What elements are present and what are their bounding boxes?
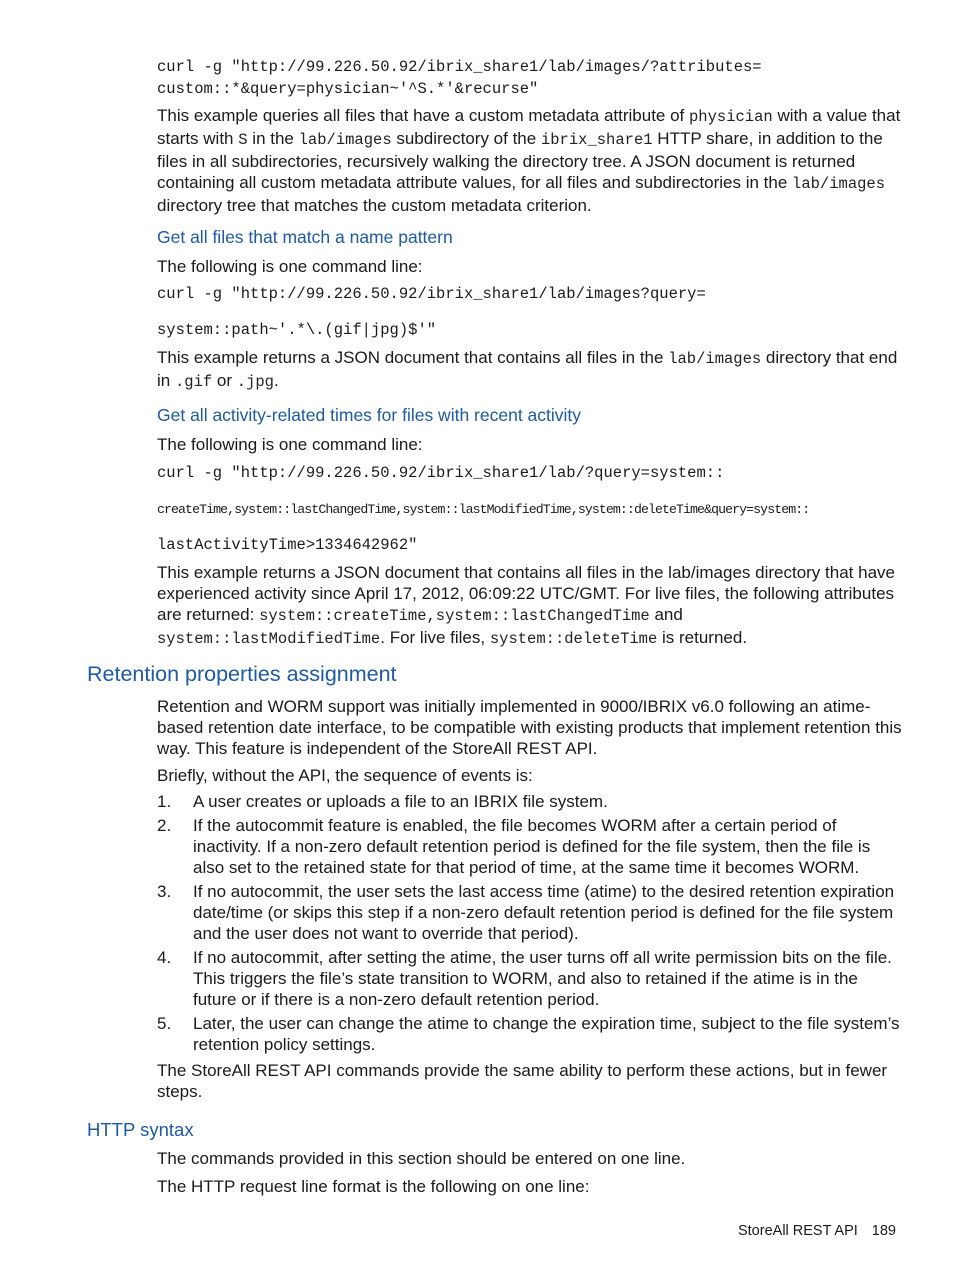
inline-code: system::lastModifiedTime — [157, 630, 381, 648]
list-item-text: If the autocommit feature is enabled, the file becomes WORM after a certain period of inactivity. If a non-zero default retention period is defined for the file system, then the file is also set to the retained state for that period of time, at the same time it becomes WORM. — [193, 816, 871, 877]
text-run: with a value that starts with — [157, 106, 901, 148]
paragraph-attributes-explanation — [157, 105, 902, 216]
inline-code: lab/images — [792, 175, 886, 193]
list-item-text: A user creates or uploads a file to an IBRIX file system. — [193, 792, 608, 811]
text-run: . For live files, — [380, 628, 490, 647]
code-line: curl -g "http://99.226.50.92/ibrix_share1/lab/images?query= — [157, 285, 706, 303]
inline-code: system::createTime,system::lastChangedTime — [259, 607, 650, 625]
inline-code: system::deleteTime — [489, 630, 658, 648]
heading-name-pattern: Get all files that match a name pattern — [157, 227, 453, 247]
heading-retention-properties: Retention properties assignment — [87, 662, 397, 686]
list-number: 3. — [157, 882, 172, 901]
page-number: 189 — [871, 1223, 896, 1239]
inline-code: .jpg — [236, 373, 274, 391]
inline-code: physician — [689, 108, 773, 126]
text-run: directory that end in — [157, 348, 898, 390]
code-line: lastActivityTime>1334642962" — [157, 536, 418, 554]
text-run: This example returns a JSON document that contains all files in the — [157, 348, 669, 367]
code-line: custom::*&query=physician~'^S.*'&recurse" — [157, 80, 539, 98]
paragraph-retention-intro: Retention and WORM support was initially implemented in 9000/IBRIX v6.0 following an atime-based retention date interface, to be compatible with existing products that implement retention this way. This feature is independent of the StoreAll REST API. — [157, 697, 902, 758]
footer-title: StoreAll REST API — [737, 1223, 858, 1239]
text-run: directory tree that matches the custom metadata criterion. — [157, 196, 592, 215]
list-number: 5. — [157, 1014, 172, 1033]
list-item — [157, 815, 902, 878]
list-number: 1. — [157, 792, 172, 811]
text-run: or — [212, 371, 237, 390]
heading-activity-times: Get all activity-related times for files with recent activity — [157, 405, 582, 425]
intro-text: The following is one command line: — [157, 257, 423, 276]
text-run: This example queries all files that have a custom metadata attribute of — [157, 106, 689, 125]
list-item — [157, 881, 902, 944]
intro-text: The following is one command line: — [157, 435, 423, 454]
text-run: in the — [247, 129, 299, 148]
inline-code: ibrix_share1 — [540, 131, 653, 149]
code-line: curl -g "http://99.226.50.92/ibrix_share1/lab/?query=system:: — [157, 464, 725, 482]
text-run: HTTP share, in addition to the files in all subdirectories, recursively walking the directory tree. A JSON document is returned containing all custom metadata attribute values, for all files and subdirectories in the — [157, 129, 883, 192]
list-item-text: Later, the user can change the atime to change the expiration time, subject to the file system’s retention policy settings. — [193, 1014, 900, 1054]
inline-code: S — [238, 131, 248, 149]
code-line: system::path~'.*\.(gif|jpg)$'" — [157, 321, 437, 339]
paragraph-activity-explanation — [157, 562, 902, 650]
page-footer — [738, 1223, 896, 1239]
heading-http-syntax: HTTP syntax — [87, 1119, 194, 1140]
text-run: . — [273, 371, 279, 390]
list-item — [157, 947, 902, 1010]
list-item — [157, 791, 902, 812]
code-line: createTime,system::lastChangedTime,system::lastModifiedTime,system::deleteTime&query=system:: — [157, 502, 810, 517]
list-item-text: If no autocommit, after setting the atime, the user turns off all write permission bits on the file. This triggers the file’s state transition to WORM, and also to retained if the atime is in the future or if there is a non-zero default retention period. — [193, 948, 892, 1009]
text-run: subdirectory of the — [391, 129, 541, 148]
text-run: is returned. — [657, 628, 748, 647]
list-number: 2. — [157, 816, 172, 835]
paragraph-name-pattern-explanation — [157, 347, 902, 393]
list-item-text: If no autocommit, the user sets the last access time (atime) to the desired retention expiration date/time (or skips this step if a non-zero default retention period is defined for the file system and the user does not want to override that period). — [193, 882, 895, 943]
inline-code: lab/images — [298, 131, 392, 149]
inline-code: lab/images — [668, 350, 762, 368]
paragraph-sequence-intro: Briefly, without the API, the sequence of events is: — [157, 766, 533, 785]
paragraph-rest-api-summary: The StoreAll REST API commands provide the same ability to perform these actions, but in fewer steps. — [157, 1061, 888, 1101]
code-line: curl -g "http://99.226.50.92/ibrix_share1/lab/images/?attributes= — [157, 58, 762, 76]
text-run: and — [649, 605, 683, 624]
code-block-attributes-query — [157, 56, 917, 100]
paragraph-http-one-line: The commands provided in this section should be entered on one line. — [157, 1149, 686, 1168]
retention-steps-list — [157, 791, 902, 1058]
list-item — [157, 1013, 902, 1055]
list-number: 4. — [157, 948, 172, 967]
inline-code: .gif — [174, 373, 213, 391]
paragraph-http-format: The HTTP request line format is the following on one line: — [157, 1177, 590, 1196]
text-run: This example returns a JSON document that contains all files in the lab/images directory that have experienced activity since April 17, 2012, 06:09:22 UTC/GMT. For live files, the following attributes are returned: — [157, 563, 895, 624]
